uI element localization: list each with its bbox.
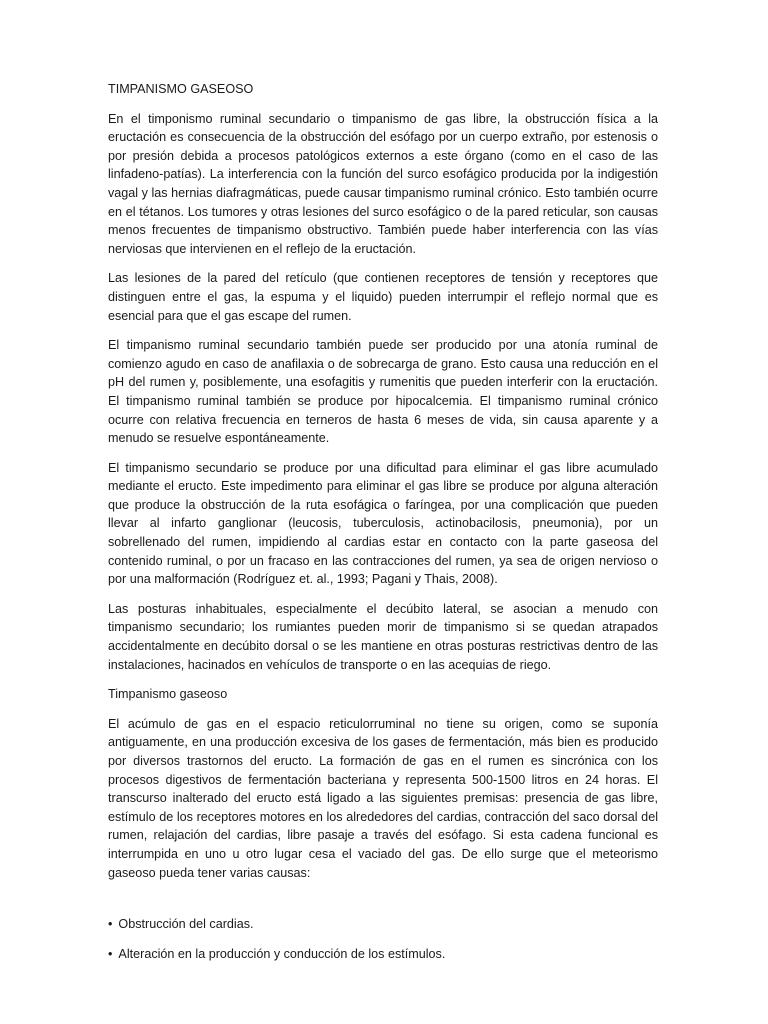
section-subheading: Timpanismo gaseoso bbox=[108, 687, 228, 702]
bullet-icon: • bbox=[108, 946, 113, 961]
paragraph: Las posturas inhabituales, especialmente el decúbito lateral, se asocian a menudo con timpanismo secundario; los rumiantes pueden morir de timpanismo si se quedan atrapados accidentalmente en decúbito dorsal o se les mantiene en otras posturas restrictivas dentro de las instalaciones, hacinados en vehículos de transporte o en las acequias de riego. bbox=[108, 601, 658, 672]
paragraph: Las lesiones de la pared del retículo (que contienen receptores de tensión y receptores que distinguen entre el gas, la espuma y el liquido) pueden interrumpir el reflejo normal que es esencial para que el gas escape del rumen. bbox=[108, 271, 658, 323]
list-item-text: Alteración en la producción y conducción de los estímulos. bbox=[118, 946, 446, 961]
paragraph: El acúmulo de gas en el espacio reticulorruminal no tiene su origen, como se suponía antiguamente, en una producción excesiva de los gases de fermentación, más bien es producido por diversos trastornos del eructo. La formación de gas en el rumen es sincrónica con los procesos digestivos de fermentación bacteriana y representa 500-1500 litros en 24 horas. El transcurso inalterado del eructo está ligado a las siguientes premisas: presencia de gas libre, estímulo de los receptores motores en los alrededores del cardias, contracción del saco dorsal del rumen, relajación del cardias, libre pasaje a través del esófago. Si esta cadena funcional es interrumpida en uno u otro lugar cesa el vaciado del gas. De ello surge que el meteorismo gaseoso pueda tener varias causas: bbox=[108, 716, 658, 880]
paragraph: En el timponismo ruminal secundario o timpanismo de gas libre, la obstrucción física a la eructación es consecuencia de la obstrucción del esófago por un cuerpo extraño, por estenosis o por presión debida a procesos patológicos externos a este órgano (como en el caso de las linfadeno-patías). La interferencia con la función del surco esofágico producida por la indigestión vagal y las hernias diafragmáticas, puede causar timpanismo ruminal crónico. Esto también ocurre en el tétanos. Los tumores y otras lesiones del surco esofágico o de la pared reticular, son causas menos frecuentes de timpanismo obstructivo. También puede haber interferencia con las vías nerviosas que intervienen en el reflejo de la eructación. bbox=[108, 111, 658, 256]
bullet-icon: • bbox=[108, 917, 113, 932]
document-page bbox=[108, 80, 658, 974]
document-title: TIMPANISMO GASEOSO bbox=[108, 82, 254, 96]
list-item bbox=[108, 945, 658, 964]
paragraph: El timpanismo secundario se produce por una dificultad para eliminar el gas libre acumulado mediante el eructo. Este impedimento para eliminar el gas libre se produce por alguna alteración que produce la obstrucción de la ruta esofágica o faríngea, por una complicación que pueden llevar al infarto ganglionar (leucosis, tuberculosis, actinobacilosis, pneumonia), por un sobrellenado del rumen, impidiendo al cardias estar en contacto con la parte gaseosa del contenido ruminal, o por un fracaso en las contracciones del rumen, ya sea de origen nervioso o por una malformación (Rodríguez et. al., 1993; Pagani y Thais, 2008). bbox=[108, 460, 658, 587]
list-item bbox=[108, 915, 658, 934]
blank-line bbox=[108, 893, 658, 915]
list-item-text: Obstrucción del cardias. bbox=[118, 917, 254, 932]
paragraph: El timpanismo ruminal secundario también puede ser producido por una atonía ruminal de comienzo agudo en caso de anafilaxia o de sobrecarga de grano. Esto causa una reducción en el pH del rumen y, posiblemente, una esofagitis y rumenitis que pueden interferir con la eructación. El timpanismo ruminal también se produce por hipocalcemia. El timpanismo ruminal crónico ocurre con relativa frecuencia en terneros de hasta 6 meses de vida, sin causa aparente y a menudo se resuelve espontáneamente. bbox=[108, 338, 658, 446]
